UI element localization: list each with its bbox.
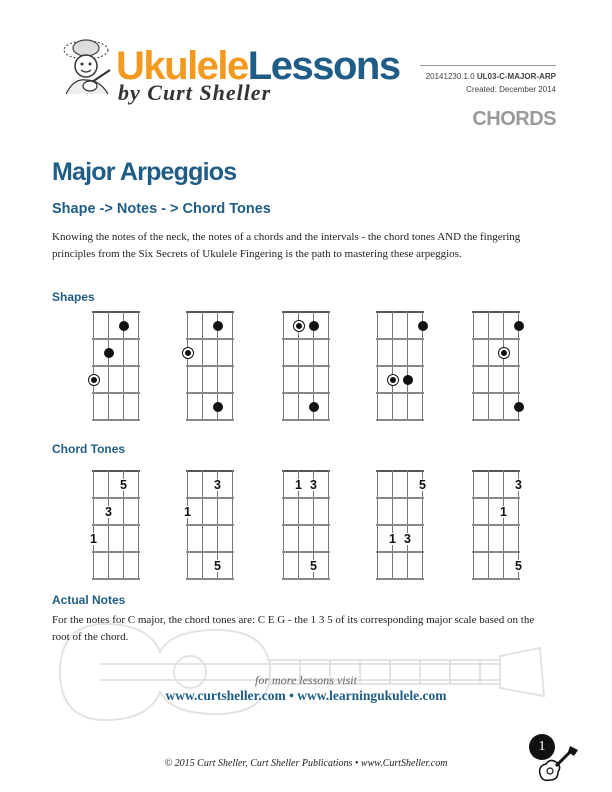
chord-tone-label: 5 (120, 477, 127, 492)
fretboard-top-line (186, 470, 234, 472)
fret-line (186, 497, 234, 499)
page-subtitle: Shape -> Notes - > Chord Tones (52, 201, 271, 217)
fret-line (282, 578, 330, 580)
document-created-date: Created: December 2014 (466, 85, 556, 94)
fretboard-top-line (376, 470, 424, 472)
logo-ukulele-text: Ukulele (116, 44, 248, 88)
tone-diagram (282, 470, 330, 582)
fret-line (472, 578, 520, 580)
fret-line (92, 551, 140, 553)
finger-dot (514, 402, 524, 412)
root-note-marker (88, 374, 100, 386)
finger-dot (309, 402, 319, 412)
fret-line (472, 524, 520, 526)
chord-tone-label: 3 (310, 477, 317, 492)
tone-diagram (186, 470, 234, 582)
fret-line (186, 365, 234, 367)
fret-line (92, 338, 140, 340)
header-divider (420, 65, 556, 66)
fretboard-top-line (282, 470, 330, 472)
fret-line (282, 524, 330, 526)
chord-tone-label: 3 (105, 504, 112, 519)
section-heading-shapes: Shapes (52, 290, 95, 304)
fret-line (282, 365, 330, 367)
tone-diagram (472, 470, 520, 582)
fret-line (92, 497, 140, 499)
fret-line (472, 419, 520, 421)
fret-line (376, 365, 424, 367)
more-lessons-text: for more lessons visit (255, 673, 357, 687)
finger-dot (119, 321, 129, 331)
fret-line (472, 392, 520, 394)
section-heading-actual-notes: Actual Notes (52, 593, 126, 607)
fret-line (376, 497, 424, 499)
fretboard-top-line (186, 311, 234, 313)
finger-dot (514, 321, 524, 331)
chord-tone-label: 5 (310, 558, 317, 573)
root-note-marker (498, 347, 510, 359)
fret-line (472, 551, 520, 553)
link-curtsheller[interactable]: www.curtsheller.com (165, 688, 286, 703)
chord-tone-label: 1 (184, 504, 191, 519)
tone-diagram (376, 470, 424, 582)
finger-dot (213, 321, 223, 331)
shape-diagram (282, 311, 330, 423)
shape-diagram (186, 311, 234, 423)
chord-tone-label: 3 (214, 477, 221, 492)
fret-line (376, 392, 424, 394)
fret-line (186, 392, 234, 394)
document-id-code: UL03-C-MAJOR-ARP (476, 72, 556, 81)
fret-line (472, 365, 520, 367)
actual-notes-paragraph: For the notes for C major, the chord tones are: C E G - the 1 3 5 of its corresponding major scale based on the root of the chord. (52, 614, 535, 643)
fret-line (376, 578, 424, 580)
fret-line (92, 365, 140, 367)
fret-line (472, 338, 520, 340)
fret-line (186, 338, 234, 340)
logo-byline: by Curt Sheller (118, 80, 272, 105)
category-label: CHORDS (472, 108, 556, 130)
shape-diagram (92, 311, 140, 423)
chord-tone-label: 1 (389, 531, 396, 546)
fretboard-top-line (376, 311, 424, 313)
fret-line (282, 551, 330, 553)
section-heading-chord-tones: Chord Tones (52, 442, 126, 456)
document-id (426, 72, 556, 81)
fret-line (376, 338, 424, 340)
fretboard-top-line (472, 470, 520, 472)
chord-tone-label: 3 (515, 477, 522, 492)
finger-dot (104, 348, 114, 358)
chord-tone-label: 5 (419, 477, 426, 492)
mascot-logo-icon (56, 36, 118, 98)
fret-line (376, 551, 424, 553)
page-title: Major Arpeggios (52, 158, 237, 186)
finger-dot (213, 402, 223, 412)
document-id-prefix: 20141230.1.0 (425, 72, 475, 81)
fret-line (282, 338, 330, 340)
link-separator: • (289, 688, 294, 703)
fret-line (92, 524, 140, 526)
page-number-badge: 1 (529, 734, 555, 760)
intro-paragraph: Knowing the notes of the neck, the notes of a chords and the intervals - the chord tones AND the fingering principles from the Six Secrets of Ukulele Fingering is the path to mastering these arpeggios. (52, 231, 521, 260)
finger-dot (309, 321, 319, 331)
chord-tone-label: 5 (214, 558, 221, 573)
fret-line (282, 497, 330, 499)
fretboard-top-line (92, 470, 140, 472)
fret-line (376, 524, 424, 526)
root-note-marker (293, 320, 305, 332)
chord-tone-label: 3 (404, 531, 411, 546)
shape-diagram (472, 311, 520, 423)
fretboard-top-line (92, 311, 140, 313)
fret-line (282, 419, 330, 421)
chord-tone-label: 5 (515, 558, 522, 573)
root-note-marker (387, 374, 399, 386)
finger-dot (403, 375, 413, 385)
tone-diagram (92, 470, 140, 582)
fret-line (186, 578, 234, 580)
chord-tone-label: 1 (90, 531, 97, 546)
fret-line (186, 551, 234, 553)
shape-diagram (376, 311, 424, 423)
copyright-text: © 2015 Curt Sheller, Curt Sheller Publications • www.CurtSheller.com (164, 758, 448, 769)
fret-line (92, 578, 140, 580)
fret-line (186, 524, 234, 526)
fret-line (92, 392, 140, 394)
root-note-marker (182, 347, 194, 359)
fret-line (92, 419, 140, 421)
finger-dot (418, 321, 428, 331)
fret-line (186, 419, 234, 421)
fretboard-top-line (282, 311, 330, 313)
fretboard-top-line (472, 311, 520, 313)
link-learningukulele[interactable]: www.learningukulele.com (297, 688, 447, 703)
promo-links (0, 688, 612, 704)
fret-line (376, 419, 424, 421)
fret-line (282, 392, 330, 394)
chord-tone-label: 1 (500, 504, 507, 519)
logo-lessons-text: Lessons (247, 44, 400, 88)
chord-tone-label: 1 (295, 477, 302, 492)
fret-line (472, 497, 520, 499)
